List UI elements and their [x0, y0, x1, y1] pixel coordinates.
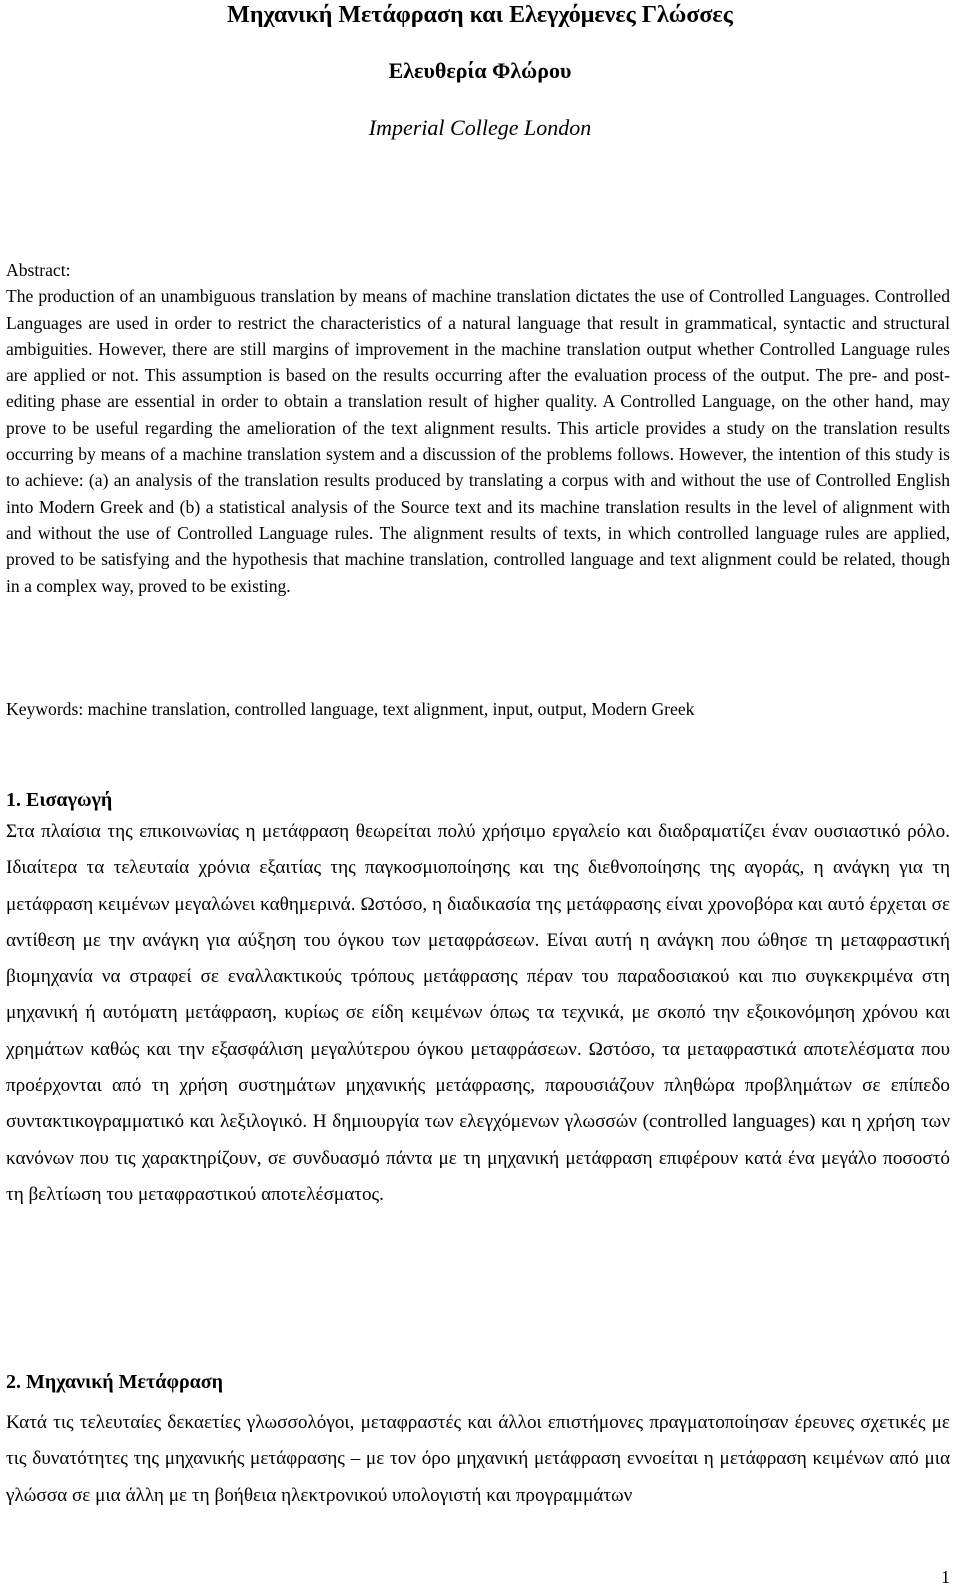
page-number: 1: [941, 1567, 950, 1587]
keywords-line: Keywords: machine translation, controlled language, text alignment, input, output, Modern Greek: [6, 699, 695, 719]
section-1-heading: 1. Εισαγωγή: [6, 789, 113, 811]
section-1-body: [6, 814, 950, 1213]
abstract-label: Abstract:: [6, 260, 71, 280]
section-2-heading: 2. Μηχανική Μετάφραση: [6, 1371, 224, 1393]
abstract-text: The production of an unambiguous translation by means of machine translation dictates the use of Controlled Languages. Controlled Languages are used in order to restrict the characteristics of a natural language that result in grammatical, syntactic and structural ambiguities. However, there are still margins of improvement in the machine translation output whether Controlled Language rules are applied or not. This assumption is based on the results occurring after the evaluation process of the output. The pre- and post-editing phase are essential in order to obtain a translation result of higher quality. A Controlled Language, on the other hand, may prove to be useful regarding the amelioration of the text alignment results. This article provides a study on the translation results occurring by means of a machine translation system and a discussion of the problems follows. However, the intention of this study is to achieve: (a) an analysis of the translation results produced by translating a corpus with and without the use of Controlled English into Modern Greek and (b) a statistical analysis of the Source text and its machine translation results in the level of alignment with and without the use of Controlled Language rules. The alignment results of texts, in which controlled language rules are applied, proved to be satisfying and the hypothesis that machine translation, controlled language and text alignment could be related, though in a complex way, proved to be existing.: [6, 286, 950, 596]
section-1-paragraph: Στα πλαίσια της επικοινωνίας η μετάφραση θεωρείται πολύ χρήσιμο εργαλείο και διαδραματίζει έναν ουσιαστικό ρόλο. Ιδιαίτερα τα τελευταία χρόνια εξαιτίας της παγκοσμιοποίησης και της διεθνοποίησης της αγοράς, η ανάγκη για τη μετάφραση κειμένων μεγαλώνει καθημερινά. Ωστόσο, η διαδικασία της μετάφρασης είναι χρονοβόρα και αυτό έρχεται σε αντίθεση με την ανάγκη για αύξηση του όγκου των μεταφράσεων. Είναι αυτή η ανάγκη που ώθησε τη μεταφραστική βιομηχανία να στραφεί σε εναλλακτικούς τρόπους μετάφρασης πέραν του παραδοσιακού και πιο συγκεκριμένα στη μηχανική ή αυτόματη μετάφραση, κυρίως σε είδη κειμένων όπως τα τεχνικά, με σκοπό την εξοικονόμηση χρόνου και χρημάτων καθώς και την εξασφάλιση μεγαλύτερου όγκου μεταφράσεων. Ωστόσο, τα μεταφραστικά αποτελέσματα που προέρχονται από τη χρήση συστημάτων μηχανικής μετάφρασης, παρουσιάζουν πληθώρα προβλημάτων σε επίπεδο συντακτικογραμματικό και λεξιλογικό. Η δημιουργία των ελεγχόμενων γλωσσών (controlled languages) και η χρήση των κανόνων που τις χαρακτηρίζουν, σε συνδυασμό πάντα με τη μηχανική μετάφραση επιφέρουν κατά ένα μεγάλο ποσοστό τη βελτίωση του μεταφραστικού αποτελέσματος.: [6, 821, 950, 1205]
author-name: Ελευθερία Φλώρου: [388, 58, 572, 83]
section-2-paragraph: Κατά τις τελευταίες δεκαετίες γλωσσολόγοι, μεταφραστές και άλλοι επιστήμονες πραγματοποίησαν έρευνες σχετικές με τις δυνατότητες της μηχανικής μετάφρασης – με τον όρο μηχανική μετάφραση εννοείται η μετάφραση κειμένων από μια γλώσσα σε μια άλλη με τη βοήθεια ηλεκτρονικού υπολογιστή και προγραμμάτων: [6, 1412, 950, 1506]
paper-title: Μηχανική Μετάφραση και Ελεγχόμενες Γλώσσες: [227, 2, 733, 28]
author-affiliation: Imperial College London: [368, 115, 592, 140]
section-2-body: [6, 1405, 950, 1514]
abstract-block: [6, 257, 950, 599]
